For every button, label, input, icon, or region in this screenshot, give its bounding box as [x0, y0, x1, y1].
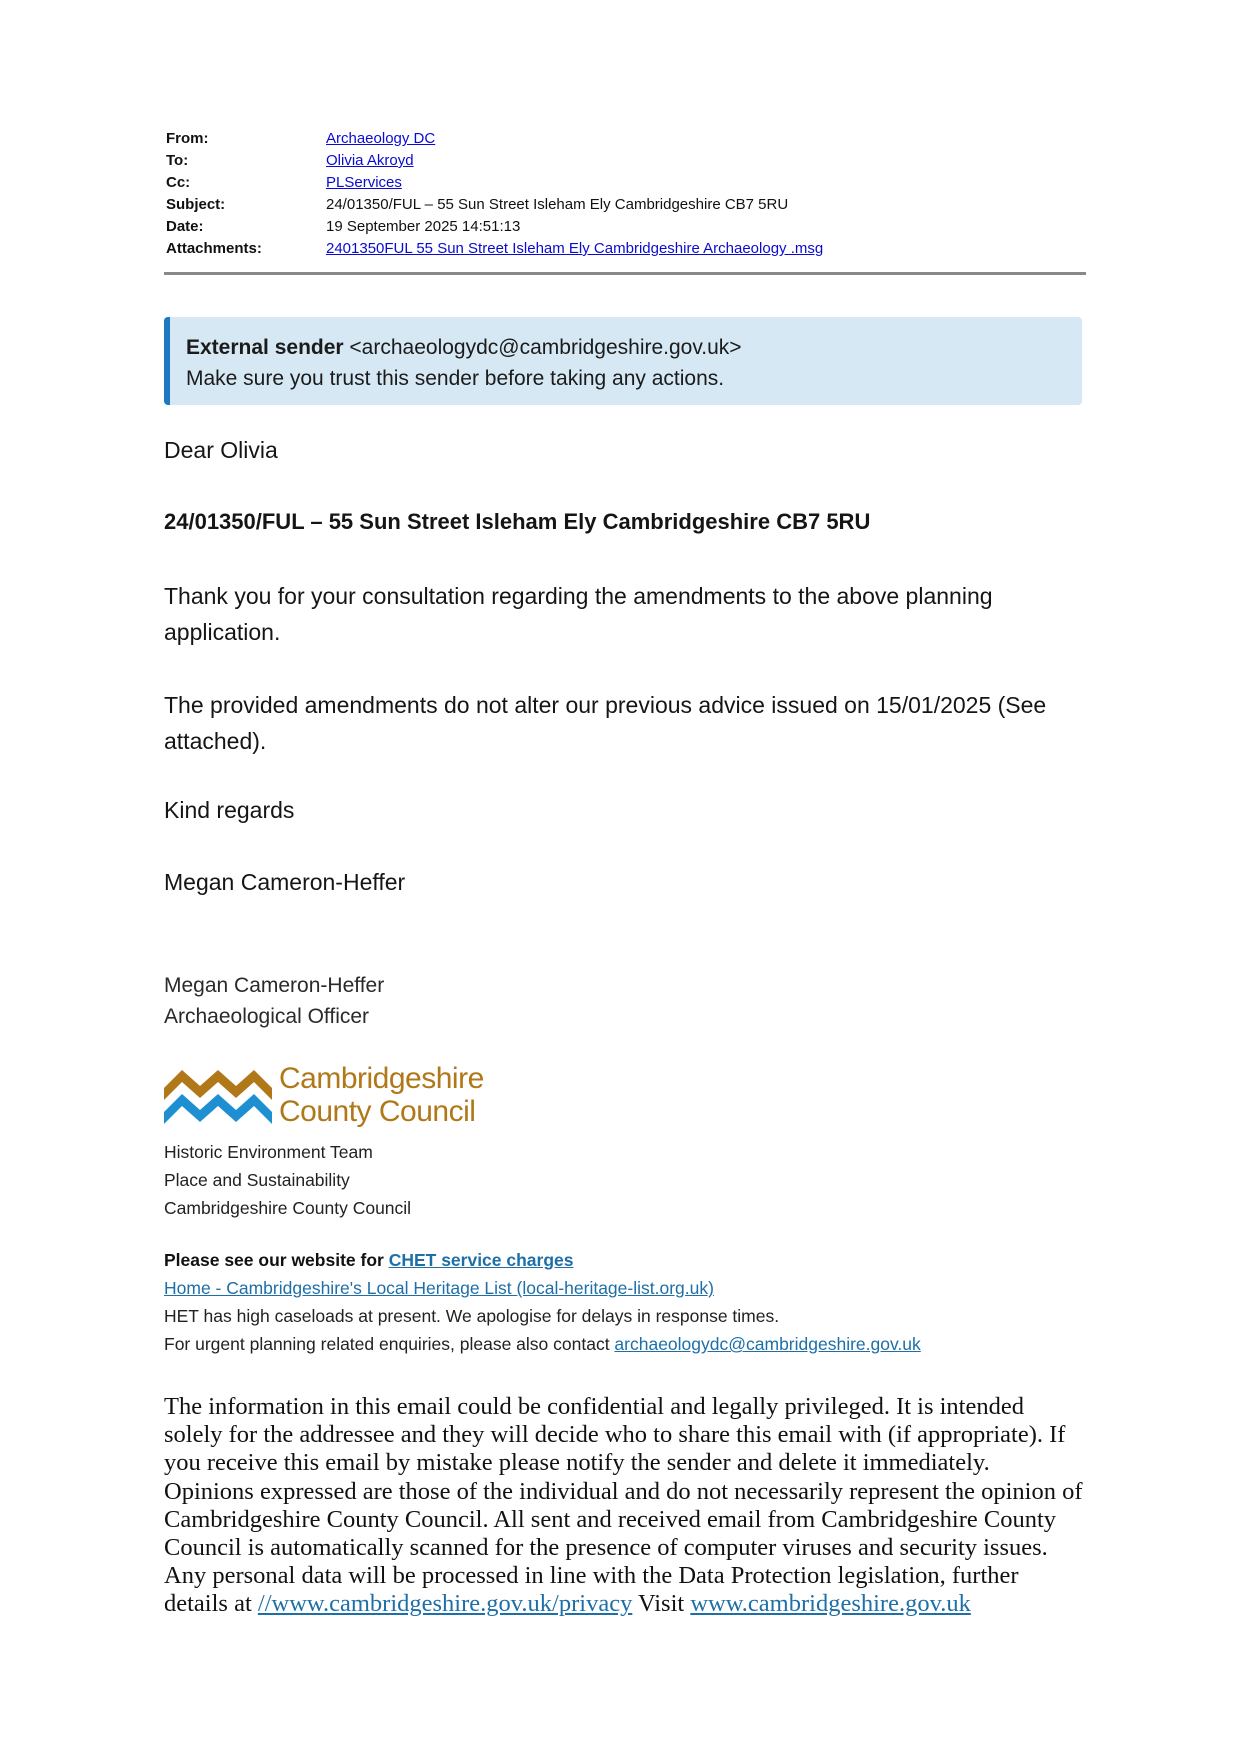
subject-heading: 24/01350/FUL – 55 Sun Street Isleham Ely Cambridgeshire CB7 5RU — [164, 509, 871, 534]
directorate-name: Place and Sustainability — [164, 1170, 350, 1190]
heritage-list-link[interactable]: Home - Cambridgeshire's Local Heritage List (local-heritage-list.org.uk) — [164, 1278, 714, 1298]
body-paragraph-2: The provided amendments do not alter our previous advice issued on 15/01/2025 (See attached). — [164, 692, 1047, 754]
greeting: Dear Olivia — [164, 437, 278, 463]
team-details — [164, 1138, 411, 1222]
charges-prefix: Please see our website for — [164, 1250, 389, 1270]
banner-address: <archaeologydc@cambridgeshire.gov.uk> — [349, 336, 742, 359]
council-logo-wordmark — [279, 1062, 484, 1128]
banner-title: External sender — [186, 336, 344, 359]
legal-disclaimer — [164, 1393, 1084, 1619]
subject-row — [166, 194, 1086, 216]
banner-message: Make sure you trust this sender before taking any actions. — [186, 367, 725, 390]
council-site-link[interactable]: www.cambridgeshire.gov.uk — [690, 1590, 971, 1618]
charges-line — [164, 1246, 574, 1274]
team-name: Historic Environment Team — [164, 1142, 373, 1162]
banner-sender-line — [186, 332, 1082, 363]
date-label: Date: — [166, 218, 204, 235]
external-sender-banner — [164, 317, 1082, 405]
attachments-label: Attachments: — [166, 240, 262, 257]
signoff-name: Megan Cameron-Heffer — [164, 869, 406, 895]
council-logo-mark — [164, 1064, 272, 1128]
urgent-line — [164, 1330, 921, 1358]
chet-charges-link[interactable]: CHET service charges — [388, 1250, 574, 1270]
cc-label: Cc: — [166, 174, 191, 191]
closing-regards: Kind regards — [164, 797, 295, 823]
to-row — [166, 150, 1086, 172]
council-name: Cambridgeshire County Council — [164, 1198, 412, 1218]
subject-value: 24/01350/FUL – 55 Sun Street Isleham Ely Cambridgeshire CB7 5RU — [326, 196, 789, 213]
from-label: From: — [166, 130, 209, 147]
signature-name: Megan Cameron-Heffer — [164, 974, 385, 997]
heritage-line — [164, 1274, 714, 1302]
visit-word: Visit — [632, 1590, 691, 1618]
logo-line-1: Cambridgeshire — [279, 1062, 484, 1095]
to-label: To: — [166, 152, 189, 169]
logo-line-2: County Council — [279, 1095, 476, 1128]
from-link[interactable]: Archaeology DC — [326, 130, 436, 147]
cc-row — [166, 172, 1086, 194]
to-link[interactable]: Olivia Akroyd — [326, 152, 414, 169]
body-paragraph-1: Thank you for your consultation regarding the amendments to the above planning application. — [164, 583, 993, 645]
header-divider — [164, 272, 1086, 275]
signature-role: Archaeological Officer — [164, 1005, 370, 1028]
date-row — [166, 216, 1086, 238]
attachment-link[interactable]: 2401350FUL 55 Sun Street Isleham Ely Cambridgeshire Archaeology .msg — [326, 240, 824, 257]
disclaimer-text: The information in this email could be confidential and legally privileged. It is intended solely for the addressee and they will decide who to share this email with (if appropriate). If you receive this email by mistake please notify the sender and delete it immediately. Opinions expressed are those of the individual and do not necessarily represent the opinion of Cambridgeshire County Council. All sent and received email from Cambridgeshire County Council is automatically scanned for the presence of computer viruses and security issues. Any personal data will be processed in line with the Data Protection legislation, further details at — [164, 1393, 1083, 1618]
subject-label: Subject: — [166, 196, 226, 213]
date-value: 19 September 2025 14:51:13 — [326, 218, 521, 235]
caseloads-note: HET has high caseloads at present. We apologise for delays in response times. — [164, 1306, 780, 1326]
urgent-email-link[interactable]: archaeologydc@cambridgeshire.gov.uk — [614, 1334, 921, 1354]
cc-link[interactable]: PLServices — [326, 174, 402, 191]
email-header — [166, 128, 1086, 260]
urgent-prefix: For urgent planning related enquiries, please also contact — [164, 1334, 615, 1354]
from-row — [166, 128, 1086, 150]
privacy-link[interactable]: //www.cambridgeshire.gov.uk/privacy — [257, 1590, 633, 1618]
council-logo — [164, 1062, 484, 1134]
attachments-row — [166, 238, 1086, 260]
